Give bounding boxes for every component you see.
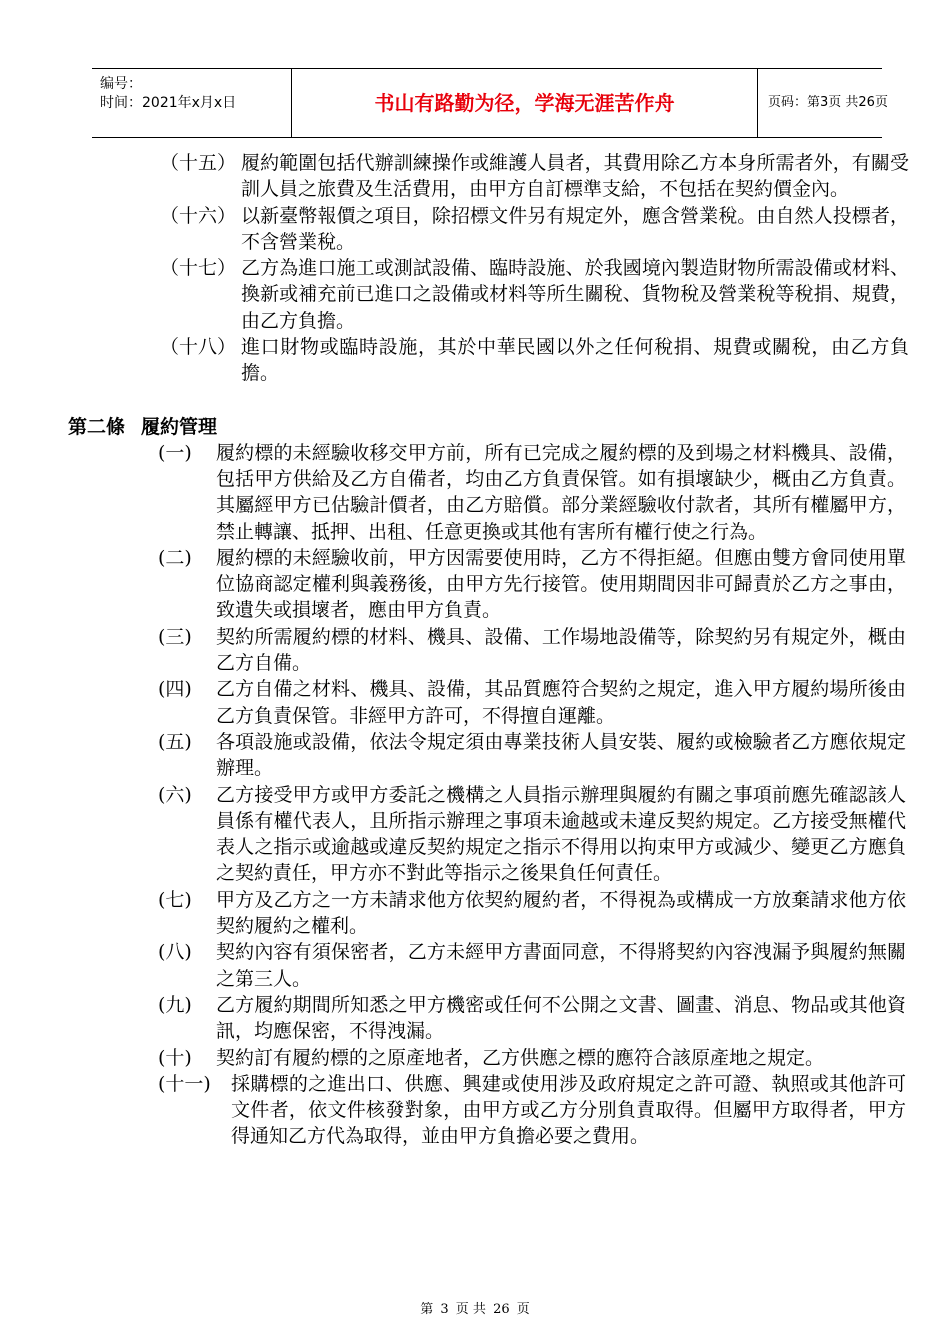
footer-suffix: 页 <box>516 1302 530 1317</box>
clause-text: 乙方接受甲方或甲方委託之機構之人員指示辦理與履約有關之事項前應先確認該人員係有權代表人，且所指示辦理之事項未逾越或未違反契約規定。乙方接受無權代表人之指示或逾越或違反契約規定之指示不得用以拘束甲方或減少、變更乙方應負之契約責任，甲方亦不對此等指示之後果負任何責任。 <box>216 783 906 885</box>
clause-item <box>0 887 950 940</box>
clause-item <box>0 729 950 782</box>
clause-list-part2 <box>0 440 950 1071</box>
clause-item <box>0 992 950 1045</box>
clause-text: 乙方履約期間所知悉之甲方機密或任何不公開之文書、圖畫、消息、物品或其他資訊，均應保密，不得洩漏。 <box>216 993 906 1043</box>
footer-middle: 页 共 <box>455 1302 486 1317</box>
clause-item <box>0 782 950 887</box>
clause-text: 契約內容有須保密者，乙方未經甲方書面同意，不得將契約內容洩漏予與履約無關之第三人。 <box>216 941 906 990</box>
clause-number: (八) <box>158 941 192 964</box>
time-label: 时间：2021年x月x日 <box>100 95 237 111</box>
clause-text: 履約標的未經驗收移交甲方前，所有已完成之履約標的及到場之材料機具、設備，包括甲方供給及乙方自備者，均由乙方負責保管。如有損壞缺少，概由乙方負責。其屬經甲方已估驗計價者，由乙方賠償。部分業經驗收付款者，其所有權屬甲方，禁止轉讓、抵押、出租、任意更換或其他有害所有權行使之行為。 <box>216 441 906 543</box>
clause-number: （十七） <box>160 257 237 280</box>
clause-number: (六) <box>158 783 192 806</box>
clause-number: (四) <box>158 678 192 701</box>
footer-page-number: 3 <box>440 1302 449 1317</box>
clause-text: 採購標的之進出口、供應、興建或使用涉及政府規定之許可證、執照或其他許可文件者，依文件核發對象，由甲方或乙方分別負責取得。但屬甲方取得者，甲方得通知乙方代為取得，並由甲方負擔必要之費用。 <box>231 1072 906 1148</box>
clause-number: (一) <box>158 441 192 464</box>
clause-number: (三) <box>158 625 192 648</box>
clause-text: 乙方自備之材料、機具、設備，其品質應符合契約之規定，進入甲方履約場所後由乙方負責保管。非經甲方許可，不得擅自運離。 <box>216 678 906 727</box>
clause-number: (二) <box>158 546 192 569</box>
page-header <box>92 68 888 138</box>
clause-number: （十六） <box>160 204 237 227</box>
clause-text: 甲方及乙方之一方未請求他方依契約履約者，不得視為或構成一方放棄請求他方依契約履約之權利。 <box>216 888 906 938</box>
clause-number: (十一) <box>158 1072 211 1095</box>
clause-text: 各項設施或設備，依法令規定須由專業技術人員安裝、履約或檢驗者乙方應依規定辦理。 <box>216 730 906 780</box>
clause-item <box>0 440 950 545</box>
clause-text: 履約範圍包括代辦訓練操作或維護人員者，其費用除乙方本身所需者外，有關受訓人員之旅費及生活費用，由甲方自訂標準支給，不包括在契約價金內。 <box>241 152 909 201</box>
clause-item <box>0 624 950 677</box>
clause-number: (五) <box>158 730 192 753</box>
clause-text: 契約所需履約標的材料、機具、設備、工作場地設備等，除契約另有規定外，概由乙方自備。 <box>216 625 906 675</box>
clause-number: （十五） <box>160 152 237 174</box>
clause-item <box>0 150 950 203</box>
clause-item <box>0 676 950 729</box>
clause-text: 契約訂有履約標的之原產地者，乙方供應之標的應符合該原產地之規定。 <box>216 1046 825 1069</box>
clause-list-part1 <box>0 150 950 387</box>
clause-number: (十) <box>158 1046 192 1069</box>
clause-number: (七) <box>158 888 192 911</box>
clause-item <box>0 545 950 624</box>
section-heading <box>68 414 950 440</box>
clause-text: 進口財物或臨時設施，其於中華民國以外之任何稅捐、規費或關稅，由乙方負擔。 <box>241 336 909 385</box>
header-motto: 书山有路勤为径，学海无涯苦作舟 <box>292 69 758 137</box>
document-body <box>0 150 950 1150</box>
footer-prefix: 第 <box>420 1302 434 1317</box>
section-label: 第二條 <box>68 415 126 438</box>
clause-text: 履約標的未經驗收前，甲方因需要使用時，乙方不得拒絕。但應由雙方會同使用單位協商認定權利與義務後，由甲方先行接管。使用期間因非可歸責於乙方之事由，致遺失或損壞者，應由甲方負責。 <box>216 546 906 622</box>
clause-item <box>0 939 950 992</box>
page-footer <box>0 1298 950 1317</box>
header-page-label: 页码：第3页 共26页 <box>768 95 888 110</box>
clause-item <box>0 334 950 387</box>
clause-item <box>0 255 950 334</box>
section-title: 履約管理 <box>141 415 218 438</box>
serial-label: 编号： <box>100 76 142 92</box>
clause-item <box>0 1071 950 1150</box>
footer-total-pages: 26 <box>493 1302 510 1317</box>
clause-text: 乙方為進口施工或測試設備、臨時設施、於我國境內製造財物所需設備或材料、換新或補充前已進口之設備或材料等所生關稅、貨物稅及營業稅等稅捐、規費，由乙方負擔。 <box>241 257 909 332</box>
clause-list-part3 <box>0 1071 950 1150</box>
clause-number: (九) <box>158 993 192 1016</box>
clause-item <box>0 1045 950 1071</box>
clause-item <box>0 203 950 256</box>
clause-number: （十八） <box>160 336 237 359</box>
header-meta <box>92 69 292 137</box>
clause-text: 以新臺幣報價之項目，除招標文件另有規定外，應含營業稅。由自然人投標者，不含營業稅。 <box>241 204 909 253</box>
